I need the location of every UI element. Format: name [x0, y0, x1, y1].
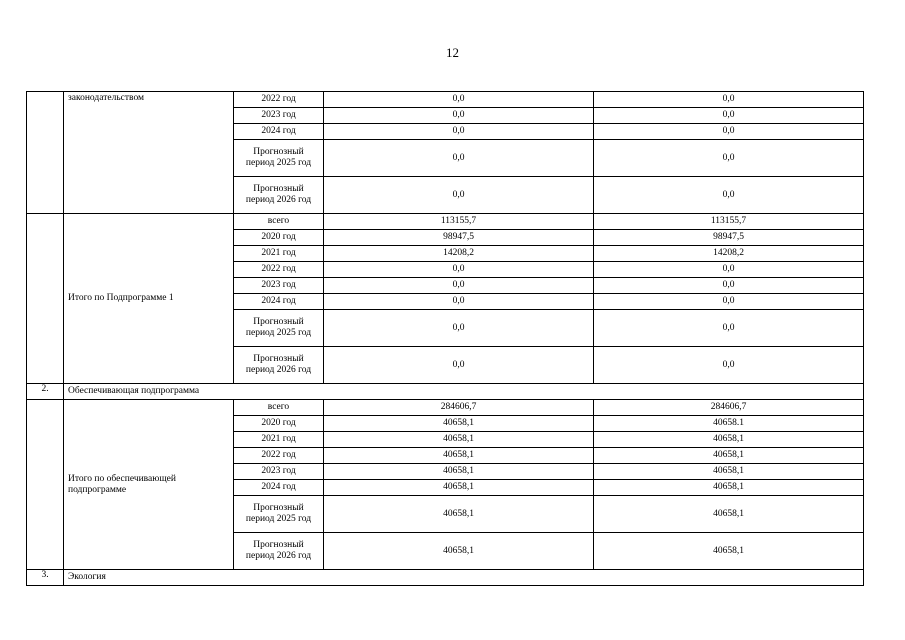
year-cell: Прогнозный период 2025 год — [234, 140, 324, 177]
year-cell: 2020 год — [234, 230, 324, 246]
year-cell: Прогнозный период 2025 год — [234, 310, 324, 347]
value-cell: 0,0 — [324, 310, 594, 347]
year-cell: 2022 год — [234, 92, 324, 108]
value-cell: 40658,1 — [594, 432, 864, 448]
year-cell: Прогнозный период 2026 год — [234, 347, 324, 384]
budget-table — [26, 91, 864, 586]
value-cell: 40658,1 — [594, 464, 864, 480]
year-cell: 2020 год — [234, 416, 324, 432]
value-cell: 40658,1 — [324, 448, 594, 464]
year-cell: Прогнозный период 2025 год — [234, 496, 324, 533]
value-cell: 98947,5 — [324, 230, 594, 246]
value-cell: 40658,1 — [324, 464, 594, 480]
value-cell: 40658,1 — [594, 533, 864, 570]
value-cell: 0,0 — [324, 347, 594, 384]
year-cell: всего — [234, 400, 324, 416]
section-row — [27, 570, 864, 586]
table-row — [27, 92, 864, 108]
value-cell: 98947,5 — [594, 230, 864, 246]
section-number: 2. — [27, 384, 64, 400]
table-row — [27, 214, 864, 230]
value-cell: 0,0 — [324, 124, 594, 140]
value-cell: 40658,1 — [324, 432, 594, 448]
page-number: 12 — [446, 45, 459, 60]
value-cell: 0,0 — [324, 108, 594, 124]
value-cell: 0,0 — [594, 278, 864, 294]
value-cell: 0,0 — [594, 310, 864, 347]
year-cell: 2021 год — [234, 246, 324, 262]
value-cell: 0,0 — [324, 92, 594, 108]
section-row — [27, 384, 864, 400]
value-cell: 0,0 — [594, 347, 864, 384]
value-cell: 0,0 — [594, 262, 864, 278]
year-cell: 2023 год — [234, 278, 324, 294]
value-cell: 0,0 — [594, 140, 864, 177]
value-cell: 40658,1 — [324, 496, 594, 533]
section-number: 3. — [27, 570, 64, 586]
value-cell: 40658,1 — [594, 448, 864, 464]
table-row — [27, 400, 864, 416]
section-title: Экология — [64, 570, 864, 586]
value-cell: 40658,1 — [594, 480, 864, 496]
year-cell: 2022 год — [234, 262, 324, 278]
value-cell: 0,0 — [594, 177, 864, 214]
row-number-cell — [27, 92, 64, 214]
year-cell: 2024 год — [234, 480, 324, 496]
year-cell: 2023 год — [234, 108, 324, 124]
value-cell: 40658.1 — [594, 416, 864, 432]
value-cell: 113155,7 — [324, 214, 594, 230]
value-cell: 14208,2 — [324, 246, 594, 262]
row-name-cell: законодательством — [64, 92, 234, 214]
year-cell: 2024 год — [234, 294, 324, 310]
year-cell: 2022 год — [234, 448, 324, 464]
value-cell: 0,0 — [594, 124, 864, 140]
year-cell: 2024 год — [234, 124, 324, 140]
value-cell: 0,0 — [594, 294, 864, 310]
year-cell: всего — [234, 214, 324, 230]
value-cell: 40658,1 — [324, 480, 594, 496]
year-cell: Прогнозный период 2026 год — [234, 177, 324, 214]
value-cell: 40658,1 — [324, 533, 594, 570]
value-cell: 113155,7 — [594, 214, 864, 230]
year-cell: 2023 год — [234, 464, 324, 480]
value-cell: 14208,2 — [594, 246, 864, 262]
value-cell: 0,0 — [594, 92, 864, 108]
year-cell: 2021 год — [234, 432, 324, 448]
row-number-cell — [27, 400, 64, 570]
row-name-cell: Итого по Подпрограмме 1 — [64, 214, 234, 384]
value-cell: 40658,1 — [594, 496, 864, 533]
value-cell: 0,0 — [324, 262, 594, 278]
value-cell: 0,0 — [324, 278, 594, 294]
row-name-cell: Итого по обеспечивающей подпрограмме — [64, 400, 234, 570]
value-cell: 40658,1 — [324, 416, 594, 432]
value-cell: 0,0 — [324, 294, 594, 310]
value-cell: 284606,7 — [594, 400, 864, 416]
section-title: Обеспечивающая подпрограмма — [64, 384, 864, 400]
row-number-cell — [27, 214, 64, 384]
value-cell: 284606,7 — [324, 400, 594, 416]
value-cell: 0,0 — [594, 108, 864, 124]
value-cell: 0,0 — [324, 177, 594, 214]
year-cell: Прогнозный период 2026 год — [234, 533, 324, 570]
value-cell: 0,0 — [324, 140, 594, 177]
